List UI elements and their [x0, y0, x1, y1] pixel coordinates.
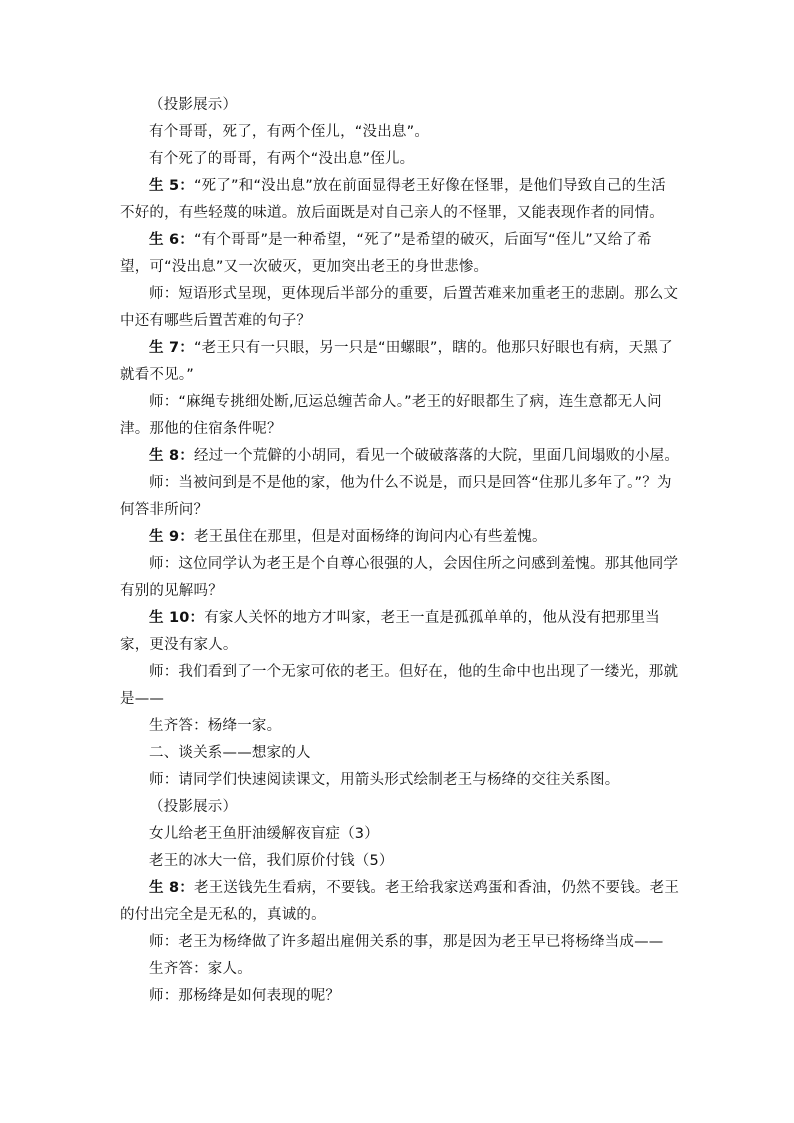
paragraph [120, 119, 680, 146]
paragraph-text: 有个死了的哥哥，有两个“没出息”侄儿。 [149, 151, 415, 167]
paragraph-text: 经过一个荒僻的小胡同，看见一个破破落落的大院，里面几间塌败的小屋。 [193, 448, 680, 464]
paragraph-text: 师：老王为杨绛做了许多超出雇佣关系的事，那是因为老王早已将杨绛当成—— [149, 934, 664, 950]
paragraph-text: （投影展示） [149, 97, 238, 113]
paragraph-text: 师：请同学们快速阅读课文，用箭头形式绘制老王与杨绛的交往关系图。 [149, 772, 620, 788]
section-heading [120, 740, 680, 767]
paragraph-text: 师：短语形式呈现，更体现后半部分的重要，后置苦难来加重老王的悲剧。那么文中还有哪些后置苦难的句子？ [120, 286, 679, 329]
paragraph-text: 师：“麻绳专挑细处断,厄运总缠苦命人。”老王的好眼都生了病，连生意都无人问津。那他的住宿条件呢？ [120, 394, 662, 437]
speaker-label: 生 6： [149, 232, 194, 248]
paragraph [120, 443, 680, 470]
paragraph-text: 生齐答：杨绛一家。 [149, 718, 282, 734]
paragraph [120, 929, 680, 956]
paragraph [120, 335, 680, 389]
paragraph [120, 767, 680, 794]
paragraph [120, 470, 680, 524]
speaker-label: 生 5： [149, 178, 194, 194]
speaker-label: 生 8： [149, 448, 194, 464]
paragraph-text: “死了”和“没出息”放在前面显得老王好像在怪罪，是他们导致自己的生活不好的，有些轻蔑的味道。放后面既是对自己亲人的不怪罪，又能表现作者的同情。 [120, 178, 666, 221]
paragraph-text: 师：这位同学认为老王是个自尊心很强的人，会因住所之问感到羞愧。那其他同学有别的见解吗？ [120, 556, 679, 599]
speaker-label: 生 10： [149, 610, 205, 626]
paragraph-text: 女儿给老王鱼肝油缓解夜盲症（3） [149, 826, 379, 842]
paragraph-text: （投影展示） [149, 799, 238, 815]
paragraph-text: 师：当被问到是不是他的家，他为什么不说是，而只是回答“住那儿多年了。”？为何答非所问？ [120, 475, 672, 518]
speaker-label: 生 9： [149, 529, 194, 545]
paragraph [120, 794, 680, 821]
paragraph [120, 821, 680, 848]
paragraph [120, 281, 680, 335]
paragraph [120, 227, 680, 281]
paragraph [120, 956, 680, 983]
paragraph [120, 875, 680, 929]
paragraph [120, 389, 680, 443]
paragraph-text: 有家人关怀的地方才叫家，老王一直是孤孤单单的，他从没有把那里当家，更没有家人。 [120, 610, 660, 653]
paragraph-text: 老王虽住在那里，但是对面杨绛的询问内心有些羞愧。 [193, 529, 547, 545]
paragraph [120, 848, 680, 875]
paragraph-text: “有个哥哥”是一种希望，“死了”是希望的破灭，后面写“侄儿”又给了希望，可“没出息”又一次破灭，更加突出老王的身世悲惨。 [120, 232, 652, 275]
paragraph [120, 605, 680, 659]
paragraph [120, 146, 680, 173]
paragraph [120, 524, 680, 551]
speaker-label: 生 8： [149, 880, 194, 896]
paragraph-text: 有个哥哥，死了，有两个侄儿，“没出息”。 [149, 124, 430, 140]
paragraph-text: 二、谈关系——想家的人 [149, 745, 311, 761]
speaker-label: 生 7： [149, 340, 194, 356]
paragraph [120, 551, 680, 605]
paragraph-text: 老王送钱先生看病，不要钱。老王给我家送鸡蛋和香油，仍然不要钱。老王的付出完全是无私的，真诚的。 [120, 880, 680, 923]
paragraph [120, 92, 680, 119]
paragraph-text: 生齐答：家人。 [149, 961, 252, 977]
paragraph [120, 983, 680, 1010]
paragraph [120, 659, 680, 713]
paragraph [120, 713, 680, 740]
paragraph [120, 173, 680, 227]
paragraph-text: 老王的冰大一倍，我们原价付钱（5） [149, 853, 394, 869]
paragraph-text: “老王只有一只眼，另一只是“田螺眼”，瞎的。他那只好眼也有病，天黑了就看不见。” [120, 340, 673, 383]
paragraph-text: 师：那杨绛是如何表现的呢？ [149, 988, 341, 1004]
document-body [120, 92, 680, 1010]
paragraph-text: 师：我们看到了一个无家可依的老王。但好在，他的生命中也出现了一缕光，那就是—— [120, 664, 679, 707]
